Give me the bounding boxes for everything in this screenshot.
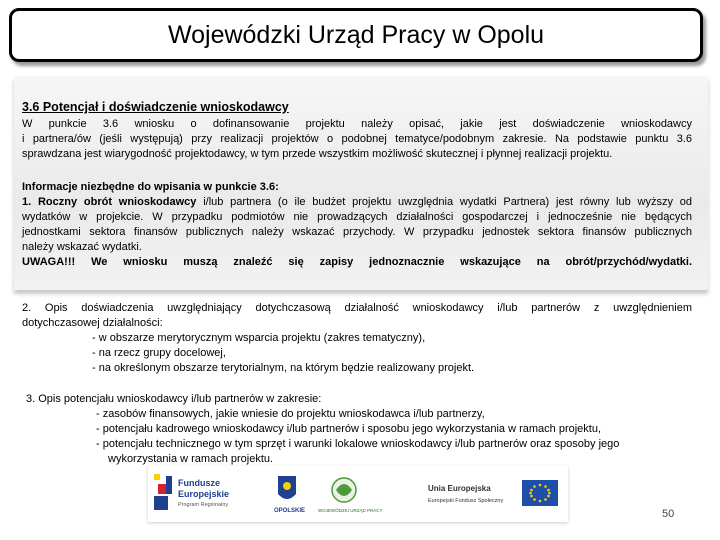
fe-line2: Europejskie — [178, 489, 230, 499]
info-line: należy wskazać wydatki. — [22, 241, 142, 253]
fe-line1: Fundusze — [178, 478, 220, 488]
eu-line2: Europejski Fundusz Społeczny — [428, 498, 504, 504]
intro-paragraph — [22, 117, 692, 162]
page-number: 50 — [662, 508, 675, 520]
warning-text: UWAGA!!! We wniosku muszą znaleźć się zapisy jednoznacznie wskazujące na obrót/przychód/wydatki. — [22, 256, 692, 268]
item1-text: i/lub partnera (o ile budżet projektu uwzględnia wydatki Partnera) jest równy lub wyższy od — [196, 196, 692, 208]
wup-text: WOJEWÓDZKI URZĄD PRACY — [318, 508, 383, 513]
item2-block — [22, 301, 692, 376]
wup-logo — [318, 478, 383, 513]
info-line: jednostkami sektora finansów publicznych należy wskazać przychody. W przypadku jednostek sektora finansów publicznych — [22, 226, 692, 238]
item3-line: 3. Opis potencjału wnioskodawcy i/lub partnerów w zakresie: — [26, 393, 322, 405]
fundusze-europejskie-logo — [154, 474, 229, 510]
intro-line: sprawdzana jest wiarygodność projektodawcy, w tym przede wszystkim możliwość skutecznej i płynnej realizacji projektu. — [22, 148, 613, 160]
funding-logos-bar — [148, 466, 568, 522]
intro-line: W punkcie 3.6 wniosku o dofinansowanie projektu należy opisać, jakie jest doświadczenie wnioskodawcy — [22, 118, 692, 130]
item3-bullet: - zasobów finansowych, jakie wniesie do projektu wnioskodawca i/lub partnerzy, — [96, 408, 485, 420]
item3-bullet: - potencjału technicznego w tym sprzęt i warunki lokalowe wnioskodawcy i/lub partnerów oraz sposoby jego — [96, 438, 620, 450]
logos-svg — [148, 466, 568, 522]
section-heading: 3.6 Potencjał i doświadczenie wnioskodawcy — [22, 100, 289, 114]
intro-line: i partnera/ów (jeśli występują) przy realizacji projektów o podobnej tematyce/podobnym zakresie. Na podstawie punktu 3.6 — [22, 133, 692, 145]
info-line: wydatków w projekcie. W przypadku podmiotów nie prowadzących działalności gospodarczej i jednocześnie nie będących — [22, 211, 692, 223]
item2-bullet: - w obszarze merytorycznym wsparcia projektu (zakres tematyczny), — [92, 332, 426, 344]
item2-line: 2. Opis doświadczenia uwzględniający dotychczasową działalność wnioskodawcy i/lub partnerów z uwzględnieniem — [22, 302, 692, 314]
eu-logo — [428, 480, 558, 506]
slide-content — [22, 100, 692, 467]
item2-bullet: - na określonym obszarze terytorialnym, na którym będzie realizowany projekt. — [92, 362, 475, 374]
opolskie-text: OPOLSKIE — [274, 508, 306, 514]
info-line — [22, 195, 692, 210]
item1-bold: 1. Roczny obrót wnioskodawcy — [22, 196, 197, 208]
opolskie-logo — [274, 476, 305, 514]
page-title — [9, 8, 703, 62]
info-block — [22, 180, 692, 270]
item2-bullet: - na rzecz grupy docelowej, — [92, 347, 226, 359]
item2-line: dotychczasowej działalności: — [22, 317, 163, 329]
info-label: Informacje niezbędne do wpisania w punkcie 3.6: — [22, 181, 279, 193]
item3-bullet: wykorzystania w ramach projektu. — [108, 453, 274, 465]
item3-bullet: - potencjału kadrowego wnioskodawcy i/lub partnerów i sposobu jego wykorzystania w ramach projektu, — [96, 423, 602, 435]
fe-line3: Program Regionalny — [178, 502, 229, 508]
eu-line1: Unia Europejska — [428, 484, 491, 493]
page-title-text: Wojewódzki Urząd Pracy w Opolu — [167, 20, 545, 49]
item3-block — [26, 392, 692, 467]
